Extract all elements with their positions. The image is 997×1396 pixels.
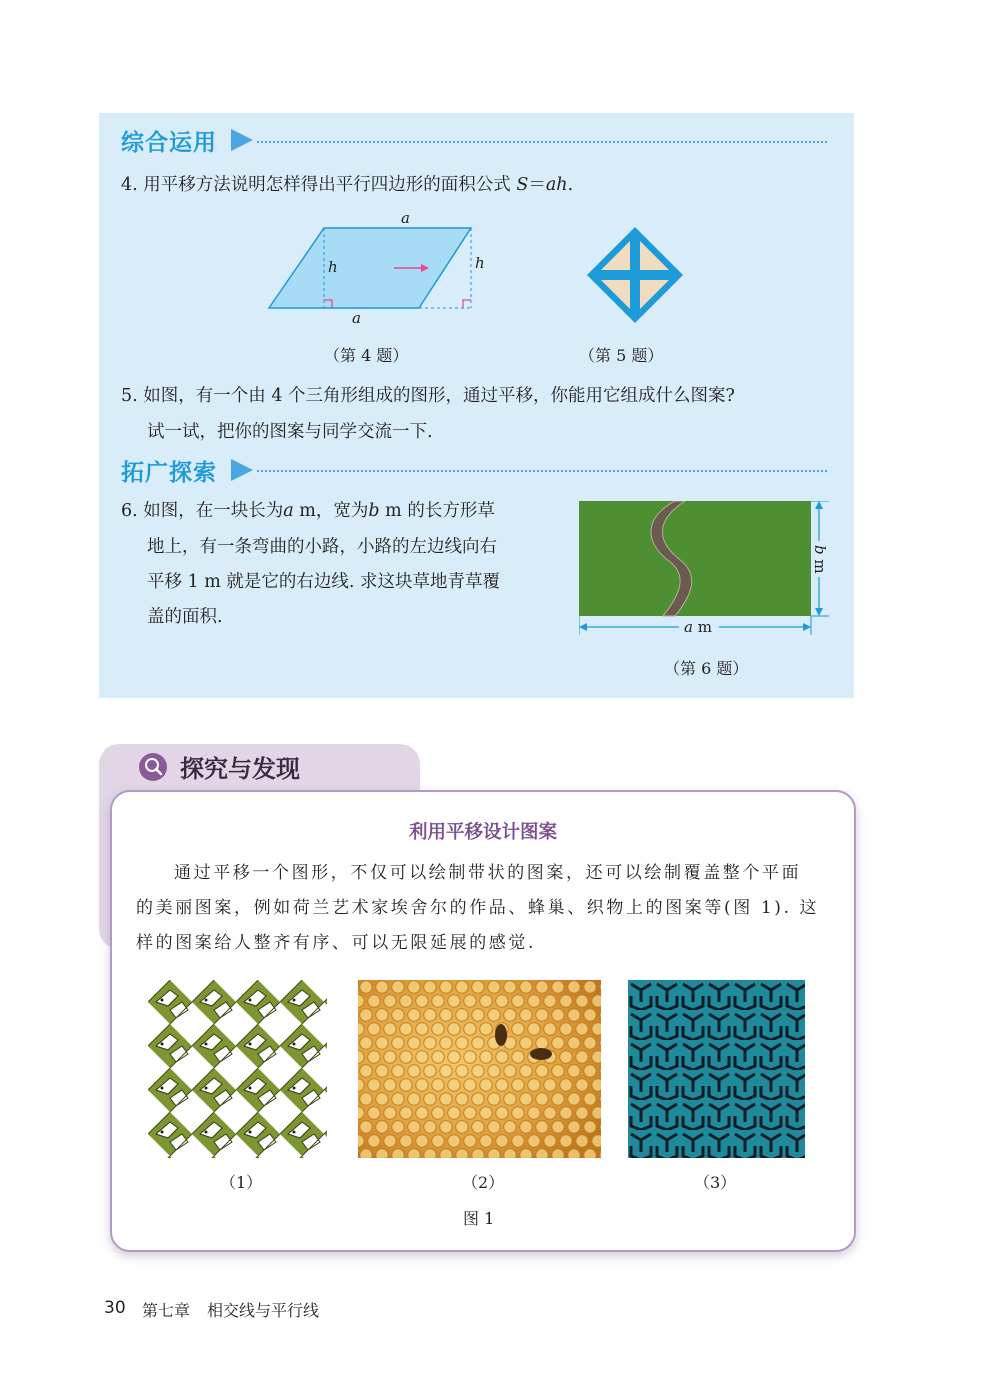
section-arrow-icon	[231, 459, 253, 481]
explore-paragraph-line-1: 通过平移一个图形，不仅可以绘制带状的图案，还可以绘制覆盖整个平面	[174, 863, 802, 883]
teal-tessellation	[628, 980, 805, 1158]
question-6-line-4: 盖的面积.	[147, 607, 223, 627]
question-number: 6.	[121, 501, 138, 521]
honeycomb-image	[358, 980, 601, 1158]
explore-tab-title: 探究与发现	[180, 755, 300, 783]
caption-image-1: （1）	[220, 1173, 263, 1192]
page-number: 30	[104, 1298, 126, 1318]
diamond-outline	[587, 227, 683, 323]
caption-q4: （第 4 题）	[324, 346, 409, 365]
explore-magnifier-icon	[139, 753, 167, 781]
label-bm: b m	[811, 545, 829, 574]
escher-birds-image	[148, 980, 327, 1158]
bee-icon	[530, 1048, 552, 1060]
section-dotted-rule	[257, 470, 827, 472]
exercise-panel	[99, 113, 854, 698]
question-6-line-2: 地上，有一条弯曲的小路，小路的左边线向右	[147, 537, 497, 557]
chapter-title: 相交线与平行线	[207, 1301, 320, 1320]
question-5-line-1: 如图，有一个由 4 个三角形组成的图形，通过平移，你能用它组成什么图案?	[143, 386, 735, 406]
caption-q6: （第 6 题）	[664, 659, 749, 678]
question-5-line-2: 试一试，把你的图案与同学交流一下.	[147, 422, 433, 442]
arrowhead-icon	[815, 501, 823, 509]
right-angle-mark-right	[463, 300, 471, 308]
parallelogram-figure	[259, 208, 499, 333]
explore-paragraph-line-2: 的美丽图案，例如荷兰艺术家埃舍尔的作品、蜂巢、织物上的图案等(图 1). 这	[136, 898, 820, 918]
grass-field	[579, 501, 811, 616]
question-6-line-3: 平移 1 m 就是它的右边线. 求这块草地青草覆	[147, 572, 501, 592]
question-6	[121, 494, 495, 529]
formula-s: S	[516, 175, 529, 195]
label-h-left: h	[328, 258, 338, 276]
question-4	[121, 168, 573, 203]
var-a: a	[283, 501, 294, 521]
label-h-right: h	[475, 254, 485, 272]
section-arrow-icon	[231, 129, 253, 151]
label-a-top: a	[401, 209, 410, 227]
section-dotted-rule	[257, 141, 827, 143]
four-triangles-figure	[583, 223, 687, 327]
period: .	[567, 175, 574, 195]
section-title-extension: 拓广探索	[121, 459, 217, 486]
grass-field-figure	[579, 501, 835, 639]
chapter-label: 第七章	[142, 1301, 191, 1320]
question-6-text-a: 如图，在一块长为	[143, 501, 284, 521]
magnifier-icon	[139, 753, 167, 781]
explore-box-title: 利用平移设计图案	[408, 822, 557, 843]
section-header-comprehensive	[121, 123, 253, 157]
caption-image-3: （3）	[694, 1173, 737, 1192]
birds-tessellation	[148, 980, 327, 1158]
figure-1-caption: 图 1	[463, 1209, 495, 1228]
arrowhead-icon	[803, 623, 811, 631]
label-a-bottom: a	[352, 309, 361, 327]
formula-equals: ＝	[528, 175, 546, 195]
label-am: a m	[684, 618, 712, 636]
arrowhead-icon	[579, 623, 587, 631]
arrowhead-icon	[815, 608, 823, 616]
teal-pattern-image	[628, 980, 805, 1158]
formula-ah: ah	[545, 175, 568, 195]
question-number: 5.	[121, 386, 138, 406]
var-b: b	[368, 501, 380, 521]
section-title-comprehensive: 综合运用	[121, 129, 217, 156]
caption-image-2: （2）	[462, 1173, 505, 1192]
question-6-text-b: m，宽为	[293, 501, 369, 521]
question-number: 4.	[121, 175, 138, 195]
section-header-extension	[121, 453, 253, 487]
parallelogram-shape	[269, 228, 471, 308]
caption-q5: （第 5 题）	[579, 346, 664, 365]
question-5	[121, 379, 735, 414]
honeycomb-cells	[358, 980, 601, 1158]
question-4-text: 用平移方法说明怎样得出平行四边形的面积公式	[143, 175, 511, 195]
question-6-text-c: m 的长方形草	[379, 501, 495, 521]
bee-icon	[495, 1024, 507, 1046]
explore-paragraph-line-3: 样的图案给人整齐有序、可以无限延展的感觉.	[136, 933, 537, 953]
